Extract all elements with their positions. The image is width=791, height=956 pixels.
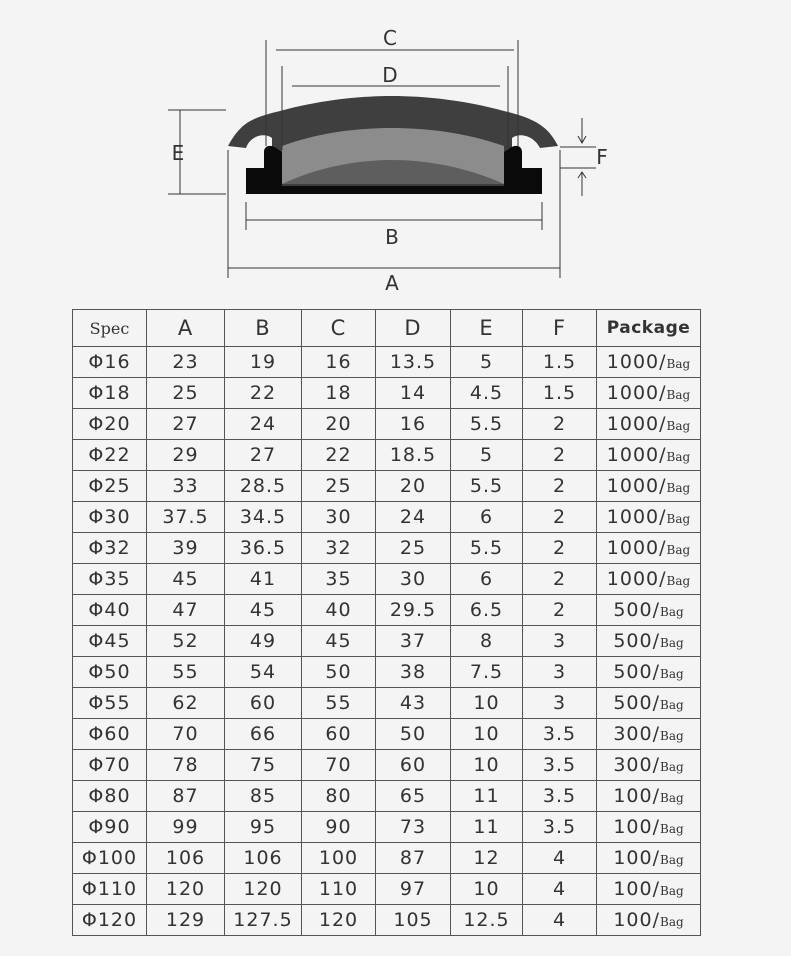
cell-c: 35 bbox=[302, 564, 376, 595]
table-row bbox=[73, 378, 701, 409]
package-quantity: 1000/ bbox=[606, 413, 667, 435]
cell-c: 80 bbox=[302, 781, 376, 812]
package-unit: Bag bbox=[660, 605, 684, 619]
package-quantity: 100/ bbox=[613, 816, 660, 838]
cell-package bbox=[597, 874, 701, 905]
cell-c: 70 bbox=[302, 750, 376, 781]
cell-b: 95 bbox=[225, 812, 302, 843]
cell-b: 36.5 bbox=[225, 533, 302, 564]
package-quantity: 300/ bbox=[613, 723, 660, 745]
header-d: D bbox=[376, 310, 451, 347]
package-quantity: 300/ bbox=[613, 754, 660, 776]
cell-d: 60 bbox=[376, 750, 451, 781]
cell-d: 38 bbox=[376, 657, 451, 688]
cell-package bbox=[597, 533, 701, 564]
cell-spec: Φ22 bbox=[73, 440, 147, 471]
cell-d: 37 bbox=[376, 626, 451, 657]
cell-spec: Φ90 bbox=[73, 812, 147, 843]
package-unit: Bag bbox=[666, 419, 691, 433]
package-unit: Bag bbox=[660, 822, 684, 836]
cell-f: 3.5 bbox=[523, 750, 597, 781]
cell-b: 27 bbox=[225, 440, 302, 471]
header-spec: Spec bbox=[73, 310, 147, 347]
table-row bbox=[73, 688, 701, 719]
cell-spec: Φ18 bbox=[73, 378, 147, 409]
cell-package bbox=[597, 781, 701, 812]
cell-c: 110 bbox=[302, 874, 376, 905]
cell-spec: Φ110 bbox=[73, 874, 147, 905]
cell-c: 90 bbox=[302, 812, 376, 843]
cell-a: 87 bbox=[147, 781, 225, 812]
cell-b: 28.5 bbox=[225, 471, 302, 502]
table-row bbox=[73, 812, 701, 843]
cell-spec: Φ120 bbox=[73, 905, 147, 936]
package-quantity: 1000/ bbox=[606, 568, 667, 590]
cell-e: 8 bbox=[451, 626, 523, 657]
cell-spec: Φ60 bbox=[73, 719, 147, 750]
table-row bbox=[73, 471, 701, 502]
cell-spec: Φ50 bbox=[73, 657, 147, 688]
cell-e: 5.5 bbox=[451, 533, 523, 564]
table-row bbox=[73, 843, 701, 874]
cell-c: 40 bbox=[302, 595, 376, 626]
package-unit: Bag bbox=[660, 884, 684, 898]
cell-spec: Φ35 bbox=[73, 564, 147, 595]
cell-c: 20 bbox=[302, 409, 376, 440]
cell-a: 52 bbox=[147, 626, 225, 657]
cell-spec: Φ45 bbox=[73, 626, 147, 657]
cell-c: 120 bbox=[302, 905, 376, 936]
cell-c: 55 bbox=[302, 688, 376, 719]
cell-f: 2 bbox=[523, 595, 597, 626]
header-e: E bbox=[451, 310, 523, 347]
cell-b: 24 bbox=[225, 409, 302, 440]
cell-c: 100 bbox=[302, 843, 376, 874]
cell-spec: Φ100 bbox=[73, 843, 147, 874]
cell-b: 85 bbox=[225, 781, 302, 812]
cell-d: 16 bbox=[376, 409, 451, 440]
cell-f: 3.5 bbox=[523, 719, 597, 750]
cell-d: 87 bbox=[376, 843, 451, 874]
package-unit: Bag bbox=[666, 512, 691, 526]
package-quantity: 100/ bbox=[613, 878, 660, 900]
cell-a: 55 bbox=[147, 657, 225, 688]
cell-d: 105 bbox=[376, 905, 451, 936]
cell-a: 45 bbox=[147, 564, 225, 595]
cell-f: 3.5 bbox=[523, 781, 597, 812]
package-unit: Bag bbox=[660, 791, 684, 805]
cell-e: 4.5 bbox=[451, 378, 523, 409]
cell-f: 3 bbox=[523, 657, 597, 688]
package-unit: Bag bbox=[666, 574, 691, 588]
cell-e: 5.5 bbox=[451, 409, 523, 440]
cell-e: 7.5 bbox=[451, 657, 523, 688]
cell-a: 99 bbox=[147, 812, 225, 843]
cell-d: 97 bbox=[376, 874, 451, 905]
cell-f: 2 bbox=[523, 409, 597, 440]
table-row bbox=[73, 750, 701, 781]
table-row bbox=[73, 874, 701, 905]
cell-e: 11 bbox=[451, 781, 523, 812]
table-row bbox=[73, 657, 701, 688]
table-body bbox=[73, 347, 701, 936]
cell-a: 33 bbox=[147, 471, 225, 502]
cell-f: 3 bbox=[523, 626, 597, 657]
cell-package bbox=[597, 378, 701, 409]
cell-a: 70 bbox=[147, 719, 225, 750]
cell-c: 25 bbox=[302, 471, 376, 502]
cell-f: 2 bbox=[523, 471, 597, 502]
header-f: F bbox=[523, 310, 597, 347]
cell-e: 10 bbox=[451, 874, 523, 905]
table-row bbox=[73, 626, 701, 657]
cell-package bbox=[597, 812, 701, 843]
cell-e: 6 bbox=[451, 502, 523, 533]
cell-d: 73 bbox=[376, 812, 451, 843]
cell-b: 75 bbox=[225, 750, 302, 781]
package-quantity: 100/ bbox=[613, 909, 660, 931]
package-quantity: 100/ bbox=[613, 847, 660, 869]
cell-b: 66 bbox=[225, 719, 302, 750]
cell-b: 120 bbox=[225, 874, 302, 905]
cell-package bbox=[597, 440, 701, 471]
header-c: C bbox=[302, 310, 376, 347]
package-quantity: 1000/ bbox=[606, 506, 667, 528]
cell-package bbox=[597, 750, 701, 781]
cell-c: 22 bbox=[302, 440, 376, 471]
package-quantity: 1000/ bbox=[606, 351, 667, 373]
cell-e: 6 bbox=[451, 564, 523, 595]
cell-e: 5.5 bbox=[451, 471, 523, 502]
cell-c: 45 bbox=[302, 626, 376, 657]
cell-b: 22 bbox=[225, 378, 302, 409]
cell-c: 60 bbox=[302, 719, 376, 750]
cell-f: 2 bbox=[523, 533, 597, 564]
cell-b: 34.5 bbox=[225, 502, 302, 533]
package-quantity: 500/ bbox=[613, 661, 660, 683]
package-unit: Bag bbox=[660, 636, 684, 650]
cell-package bbox=[597, 409, 701, 440]
package-quantity: 1000/ bbox=[606, 475, 667, 497]
cell-package bbox=[597, 657, 701, 688]
header-a: A bbox=[147, 310, 225, 347]
table-row bbox=[73, 905, 701, 936]
package-unit: Bag bbox=[666, 357, 691, 371]
cell-b: 54 bbox=[225, 657, 302, 688]
table-row bbox=[73, 595, 701, 626]
cell-e: 5 bbox=[451, 440, 523, 471]
cell-f: 2 bbox=[523, 564, 597, 595]
cell-d: 13.5 bbox=[376, 347, 451, 378]
cell-f: 4 bbox=[523, 874, 597, 905]
grommet-cross-section-diagram bbox=[0, 0, 791, 300]
cell-a: 27 bbox=[147, 409, 225, 440]
cell-spec: Φ25 bbox=[73, 471, 147, 502]
header-b: B bbox=[225, 310, 302, 347]
package-unit: Bag bbox=[660, 853, 684, 867]
cell-a: 78 bbox=[147, 750, 225, 781]
cell-b: 19 bbox=[225, 347, 302, 378]
cell-d: 24 bbox=[376, 502, 451, 533]
cell-package bbox=[597, 843, 701, 874]
cell-package bbox=[597, 564, 701, 595]
package-quantity: 500/ bbox=[613, 692, 660, 714]
cell-spec: Φ20 bbox=[73, 409, 147, 440]
cell-a: 25 bbox=[147, 378, 225, 409]
cell-f: 4 bbox=[523, 843, 597, 874]
cell-d: 18.5 bbox=[376, 440, 451, 471]
cell-b: 106 bbox=[225, 843, 302, 874]
package-quantity: 100/ bbox=[613, 785, 660, 807]
package-unit: Bag bbox=[666, 450, 691, 464]
cell-package bbox=[597, 502, 701, 533]
table-row bbox=[73, 440, 701, 471]
cell-c: 32 bbox=[302, 533, 376, 564]
cell-c: 18 bbox=[302, 378, 376, 409]
cell-f: 3 bbox=[523, 688, 597, 719]
package-unit: Bag bbox=[660, 760, 684, 774]
package-quantity: 1000/ bbox=[606, 444, 667, 466]
table-row bbox=[73, 719, 701, 750]
cell-f: 3.5 bbox=[523, 812, 597, 843]
cell-b: 41 bbox=[225, 564, 302, 595]
specification-table bbox=[72, 309, 701, 936]
package-unit: Bag bbox=[660, 729, 684, 743]
cell-a: 23 bbox=[147, 347, 225, 378]
cell-d: 65 bbox=[376, 781, 451, 812]
cell-b: 127.5 bbox=[225, 905, 302, 936]
cell-spec: Φ32 bbox=[73, 533, 147, 564]
dimension-label-f: F bbox=[596, 145, 608, 169]
package-quantity: 1000/ bbox=[606, 537, 667, 559]
cell-a: 129 bbox=[147, 905, 225, 936]
table-header-row bbox=[73, 310, 701, 347]
cell-f: 2 bbox=[523, 440, 597, 471]
cell-f: 1.5 bbox=[523, 347, 597, 378]
cell-c: 16 bbox=[302, 347, 376, 378]
dimension-label-e: E bbox=[171, 141, 185, 165]
cell-spec: Φ40 bbox=[73, 595, 147, 626]
cell-e: 10 bbox=[451, 688, 523, 719]
cell-f: 2 bbox=[523, 502, 597, 533]
dimension-label-b: B bbox=[385, 225, 399, 249]
cell-e: 10 bbox=[451, 719, 523, 750]
cell-spec: Φ55 bbox=[73, 688, 147, 719]
cell-e: 12.5 bbox=[451, 905, 523, 936]
table-row bbox=[73, 781, 701, 812]
cell-d: 43 bbox=[376, 688, 451, 719]
table-row bbox=[73, 347, 701, 378]
cell-e: 5 bbox=[451, 347, 523, 378]
dimension-label-d: D bbox=[382, 63, 398, 87]
cell-a: 29 bbox=[147, 440, 225, 471]
package-quantity: 500/ bbox=[613, 630, 660, 652]
cell-spec: Φ70 bbox=[73, 750, 147, 781]
cell-c: 50 bbox=[302, 657, 376, 688]
cell-b: 60 bbox=[225, 688, 302, 719]
cell-d: 30 bbox=[376, 564, 451, 595]
dimension-label-c: C bbox=[383, 26, 397, 50]
cell-package bbox=[597, 626, 701, 657]
package-unit: Bag bbox=[660, 915, 684, 929]
cell-spec: Φ30 bbox=[73, 502, 147, 533]
cell-d: 29.5 bbox=[376, 595, 451, 626]
cell-package bbox=[597, 595, 701, 626]
package-unit: Bag bbox=[666, 481, 691, 495]
cell-a: 120 bbox=[147, 874, 225, 905]
cell-package bbox=[597, 471, 701, 502]
cell-b: 45 bbox=[225, 595, 302, 626]
header-package: Package bbox=[597, 310, 701, 347]
cell-e: 10 bbox=[451, 750, 523, 781]
cell-spec: Φ16 bbox=[73, 347, 147, 378]
cell-package bbox=[597, 688, 701, 719]
cell-e: 11 bbox=[451, 812, 523, 843]
cell-a: 106 bbox=[147, 843, 225, 874]
cell-f: 4 bbox=[523, 905, 597, 936]
cell-a: 62 bbox=[147, 688, 225, 719]
package-unit: Bag bbox=[660, 698, 684, 712]
package-unit: Bag bbox=[666, 543, 691, 557]
table-row bbox=[73, 502, 701, 533]
cell-e: 12 bbox=[451, 843, 523, 874]
cell-c: 30 bbox=[302, 502, 376, 533]
table-row bbox=[73, 409, 701, 440]
cell-e: 6.5 bbox=[451, 595, 523, 626]
cell-a: 39 bbox=[147, 533, 225, 564]
cell-package bbox=[597, 719, 701, 750]
dimension-label-a: A bbox=[385, 271, 399, 295]
cell-package bbox=[597, 905, 701, 936]
package-unit: Bag bbox=[666, 388, 691, 402]
cell-f: 1.5 bbox=[523, 378, 597, 409]
table-row bbox=[73, 533, 701, 564]
cell-a: 47 bbox=[147, 595, 225, 626]
cell-d: 25 bbox=[376, 533, 451, 564]
cell-d: 20 bbox=[376, 471, 451, 502]
cell-package bbox=[597, 347, 701, 378]
cell-spec: Φ80 bbox=[73, 781, 147, 812]
cell-d: 50 bbox=[376, 719, 451, 750]
package-unit: Bag bbox=[660, 667, 684, 681]
cell-d: 14 bbox=[376, 378, 451, 409]
table-row bbox=[73, 564, 701, 595]
cell-a: 37.5 bbox=[147, 502, 225, 533]
package-quantity: 1000/ bbox=[606, 382, 667, 404]
cell-b: 49 bbox=[225, 626, 302, 657]
package-quantity: 500/ bbox=[613, 599, 660, 621]
